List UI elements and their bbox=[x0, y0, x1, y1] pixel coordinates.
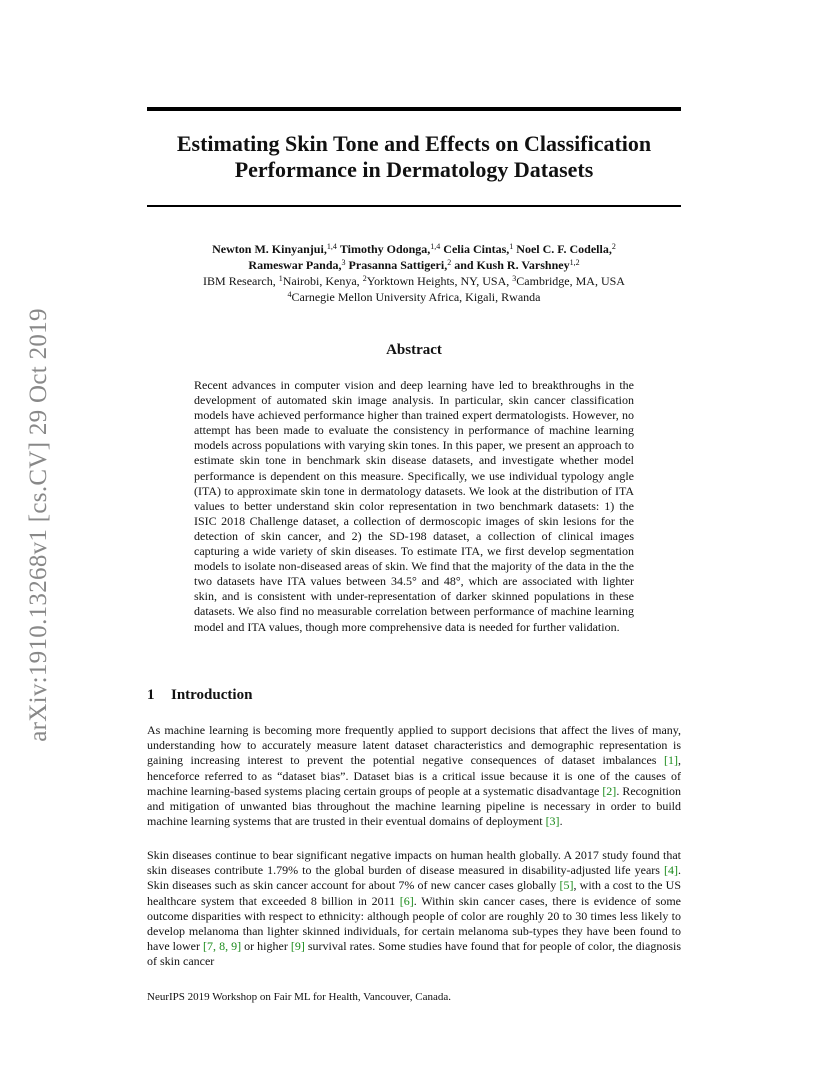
abstract-text: Recent advances in computer vision and deep learning have led to breakthroughs in the development of automated skin image analysis. In particular, skin cancer classification models have achieved performance higher than trained expert dermatologists. However, no attempt has been made to evaluate the consistency in performance of machine learning models across populations with varying skin tones. In this paper, we present an approach to estimate skin tone in benchmark skin disease datasets, and investigate whether model performance is dependent on this measure. Specifically, we use individual typology angle (ITA) to approximate skin tone in dermatology datasets. We look at the distribution of ITA values to better understand skin color representation in two benchmark datasets: 1) the ISIC 2018 Challenge dataset, a collection of dermoscopic images of skin lesions for the detection of skin cancer, and 2) the SD-198 dataset, a collection of clinical images capturing a wide variety of skin diseases. To estimate ITA, we first develop segmentation models to isolate non-diseased areas of skin. We find that the majority of the data in the the two datasets have ITA values between 34.5° and 48°, which are associated with lighter skin, and is consistent with under-representation of darker skinned populations in these datasets. We also find no measurable correlation between performance of machine learning model and ITA values, though more comprehensive data is needed for further validation. bbox=[194, 378, 634, 634]
paragraph-text: , with a cost to the US healthcare system that exceeded 8 billion in 2011 bbox=[147, 878, 681, 908]
affiliation-mark: 2 bbox=[611, 242, 616, 251]
paragraph-text: As machine learning is becoming more frequently applied to support decisions that affect the lives of many, understanding how to accurately measure latent dataset characteristics and demographic representation is gaining increasing interest to prevent the potential negative consequences of dataset imbalances bbox=[147, 723, 681, 768]
author-row-1 bbox=[147, 241, 681, 257]
citation-link[interactable]: [4] bbox=[664, 863, 678, 878]
paper-title bbox=[147, 131, 681, 183]
affiliation-row-1 bbox=[147, 273, 681, 289]
citation-link[interactable]: [1] bbox=[664, 753, 678, 768]
intro-paragraph-1 bbox=[147, 723, 681, 829]
affiliation-text: Cambridge, MA, USA bbox=[516, 274, 625, 288]
author-block bbox=[147, 241, 681, 305]
venue-footer: NeurIPS 2019 Workshop on Fair ML for Health, Vancouver, Canada. bbox=[147, 991, 451, 1003]
intro-paragraph-2 bbox=[147, 848, 681, 970]
paragraph-text: or higher bbox=[241, 939, 291, 954]
affiliation-mark: 2 bbox=[362, 274, 367, 283]
paragraph-text: . Within skin cancer cases, there is evidence of some outcome disparities with respect to ethnicity: although people of color are roughly 20 to 30 times less likely to develop melanoma than lighter skinned individuals, for certain melanoma sub-types they have been found to have lower bbox=[147, 893, 681, 954]
paragraph-text: . bbox=[559, 814, 563, 829]
citation-link[interactable]: [5] bbox=[559, 878, 574, 893]
section-heading-introduction bbox=[147, 687, 252, 704]
author-name: Rameswar Panda, bbox=[248, 258, 342, 272]
citation-link[interactable]: [2] bbox=[602, 783, 617, 798]
affiliation-row-2 bbox=[147, 289, 681, 305]
affiliation-text: Carnegie Mellon University Africa, Kigali, Rwanda bbox=[291, 290, 541, 304]
author-name: Prasanna Sattigeri, bbox=[348, 258, 448, 272]
affiliation-mark: 1,4 bbox=[326, 242, 337, 251]
affiliation-mark: 1,4 bbox=[430, 242, 441, 251]
paragraph-text: . Skin diseases such as skin cancer account for about 7% of new cancer cases globally bbox=[147, 863, 681, 893]
section-number: 1 bbox=[147, 687, 155, 703]
affiliation-mark: 2 bbox=[447, 258, 452, 267]
affiliation-text: Nairobi, Kenya, bbox=[282, 274, 363, 288]
author-name: Noel C. F. Codella, bbox=[516, 242, 612, 256]
affiliation-mark: 1 bbox=[509, 242, 514, 251]
title-bottom-rule bbox=[147, 205, 681, 207]
affiliation-text: Yorktown Heights, NY, USA, bbox=[366, 274, 513, 288]
section-title: Introduction bbox=[171, 687, 253, 703]
citation-link[interactable]: [3] bbox=[545, 814, 560, 829]
author-name: Newton M. Kinyanjui, bbox=[212, 242, 327, 256]
author-name: Timothy Odonga, bbox=[339, 242, 431, 256]
affiliation-mark: 3 bbox=[341, 258, 346, 267]
author-name: and Kush R. Varshney bbox=[454, 258, 570, 272]
paragraph-text: survival rates. Some studies have found that for people of color, the diagnosis of skin cancer bbox=[147, 939, 682, 969]
affiliation-mark: 1,2 bbox=[569, 258, 580, 267]
arxiv-identifier-text: arXiv:1910.13268v1 [cs.CV] 29 Oct 2019 bbox=[25, 308, 52, 742]
title-line-2: Performance in Dermatology Datasets bbox=[234, 157, 594, 182]
title-line-1: Estimating Skin Tone and Effects on Classification bbox=[176, 131, 652, 156]
paragraph-text: , henceforce referred to as “dataset bias”. Dataset bias is a critical issue because it is one of the causes of machine learning-based systems placing certain groups of people at a systematic disadvantage bbox=[147, 753, 681, 798]
citation-link[interactable]: [9] bbox=[290, 939, 305, 954]
affiliation-text: IBM Research, bbox=[203, 274, 279, 288]
affiliation-mark: 1 bbox=[278, 274, 283, 283]
author-name: Celia Cintas, bbox=[443, 242, 510, 256]
affiliation-mark: 3 bbox=[512, 274, 517, 283]
author-row-2 bbox=[147, 257, 681, 273]
arxiv-identifier bbox=[24, 290, 54, 760]
citation-link[interactable]: [7, 8, 9] bbox=[203, 939, 242, 954]
affiliation-mark: 4 bbox=[287, 290, 292, 299]
citation-link[interactable]: [6] bbox=[399, 893, 414, 908]
title-top-rule bbox=[147, 107, 681, 111]
paragraph-text: . Recognition and mitigation of unwanted bias throughout the machine learning pipeline is necessary in order to build machine learning systems that are trusted in their eventual domains of deployment bbox=[147, 783, 681, 829]
paragraph-text: Skin diseases continue to bear significant negative impacts on human health globally. A 2017 study found that skin diseases contribute 1.79% to the global burden of disease measured in disability-adjusted life years bbox=[147, 848, 681, 878]
abstract-heading: Abstract bbox=[386, 342, 442, 358]
